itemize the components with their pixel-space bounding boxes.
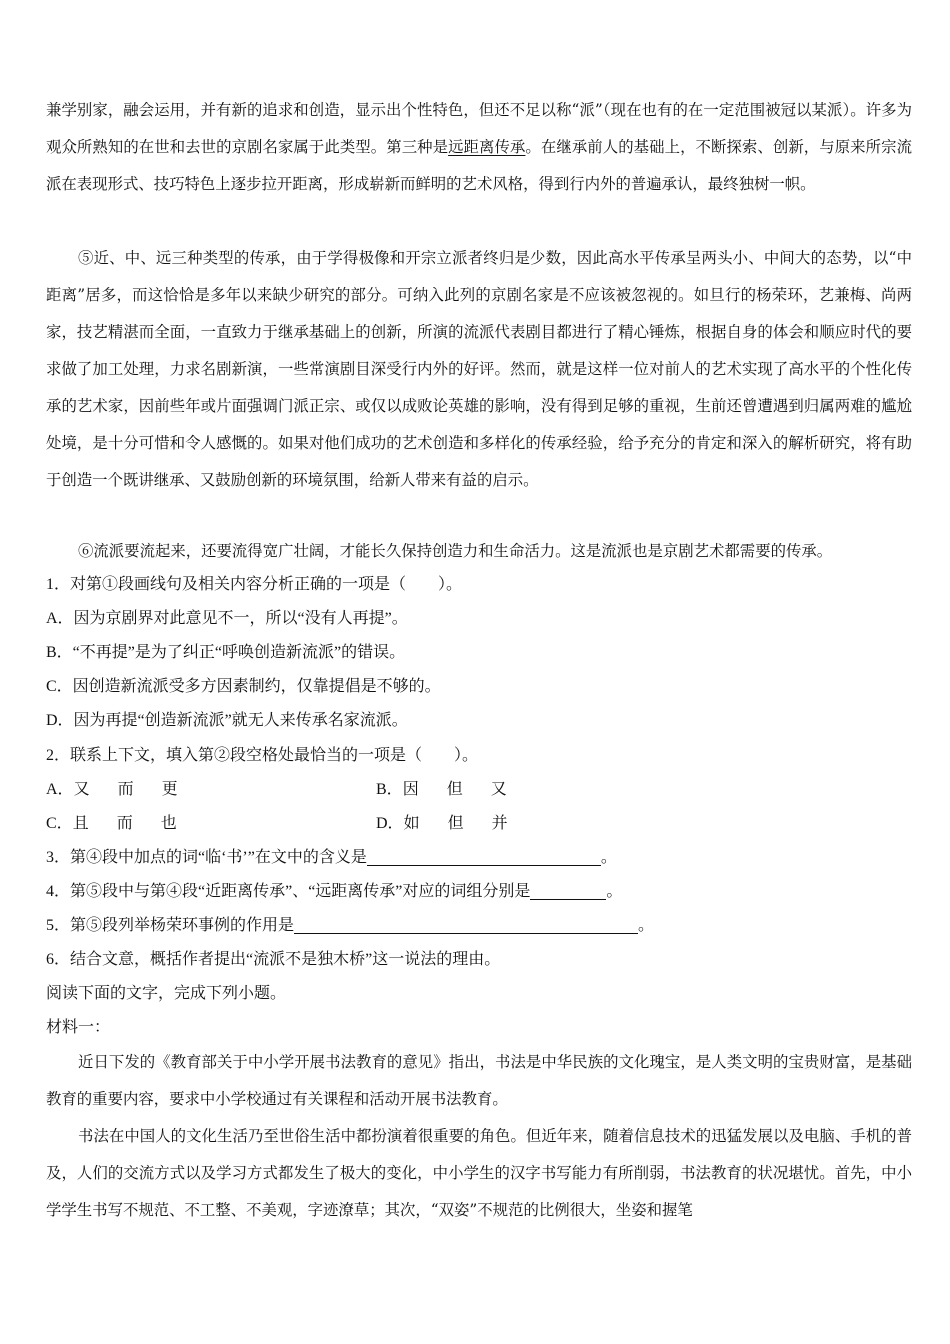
question-2-option-a: A．又 而 更 <box>46 781 178 798</box>
question-1-option-a: A．因为京剧界对此意见不一，所以“没有人再提”。 <box>46 610 408 627</box>
material-one-paragraph-1-text: 近日下发的《教育部关于中小学开展书法教育的意见》指出，书法是中华民族的文化瑰宝，是人类文明的宝贵财富，是基础教育的重要内容，要求中小学校通过有关课程和活动开展书法教育。 <box>46 1053 912 1108</box>
reading-instruction: 阅读下面的文字，完成下列小题。 <box>46 985 287 1002</box>
answer-blank[interactable] <box>294 913 638 934</box>
question-1: 1．对第①段画线句及相关内容分析正确的一项是（ ）。 <box>46 576 463 593</box>
answer-blank[interactable] <box>367 845 601 866</box>
material-one-paragraph-1 <box>46 1044 912 1118</box>
question-2-options-row-1 <box>46 773 906 807</box>
question-1-option-b: B．“不再提”是为了纠正“呼唤创造新流派”的错误。 <box>46 644 406 661</box>
question-2-option-d: D．如 但 并 <box>376 815 508 832</box>
question-2-option-c: C．且 而 也 <box>46 815 177 832</box>
passage-paragraph-4-continued <box>46 92 912 203</box>
material-one-paragraph-2 <box>46 1118 912 1229</box>
passage-text: 兼学别家，融会运用，并有新的追求和创造，显示出个性特色，但还不足以称“派”（现在也有的在一定范围被冠以某派）。许多为观众所熟知的在世和去世的京剧名家属于此类型。第三种是 <box>46 101 912 156</box>
question-4: 4．第⑤段中与第④段“近距离传承”、“远距离传承”对应的词组分别是 。 <box>46 875 622 909</box>
question-2: 2．联系上下文，填入第②段空格处最恰当的一项是（ ）。 <box>46 747 479 764</box>
question-1-option-c: C．因创造新流派受多方因素制约，仅靠提倡是不够的。 <box>46 678 441 695</box>
passage-paragraph-5 <box>46 240 912 499</box>
passage-paragraph-6 <box>46 533 912 570</box>
material-one-paragraph-2-text: 书法在中国人的文化生活乃至世俗生活中都扮演着很重要的角色。但近年来，随着信息技术的迅猛发展以及电脑、手机的普及，人们的交流方式以及学习方式都发生了极大的变化，中小学生的汉字书写能力有所削弱，书法教育的状况堪忧。首先，中小学学生书写不规范、不工整、不美观，字迹潦草；其次，“双姿”不规范的比例很大，坐姿和握笔 <box>46 1127 912 1219</box>
answer-blank[interactable] <box>530 879 606 900</box>
question-5: 5．第⑤段列举杨荣环事例的作用是 。 <box>46 909 654 943</box>
question-2-option-b: B．因 但 又 <box>376 781 507 798</box>
paragraph-5-text: ⑤近、中、远三种类型的传承，由于学得极像和开宗立派者终归是少数，因此高水平传承呈两头小、中间大的态势，以“中距离”居多，而这恰恰是多年以来缺少研究的部分。可纳入此列的京剧名家是不应该被忽视的。如旦行的杨荣环，艺兼梅、尚两家，技艺精湛而全面，一直致力于继承基础上的创新，所演的流派代表剧目都进行了精心锤炼，根据自身的体会和顺应时代的要求做了加工处理，力求名剧新演，一些常演剧目深受行内外的好评。然而，就是这样一位对前人的艺术实现了高水平的个性化传承的艺术家，因前些年或片面强调门派正宗、或仅以成败论英雄的影响，没有得到足够的重视，生前还曾遭遇到归属两难的尴尬处境，是十分可惜和令人感慨的。如果对他们成功的艺术创造和多样化的传承经验，给予充分的肯定和深入的解析研究，将有助于创造一个既讲继承、又鼓励创新的环境氛围，给新人带来有益的启示。 <box>46 249 912 489</box>
passage-text: 。在继承前人的基础上，不断探索、创新，与原来所宗流派在表现形式、技巧特色上逐步拉开距离，形成崭新而鲜明的艺术风格，得到行内外的普遍承认，最终独树一帜。 <box>46 138 912 193</box>
material-one-label: 材料一： <box>46 1019 111 1036</box>
question-3: 3．第④段中加点的词“临‘书’”在文中的含义是 。 <box>46 841 617 875</box>
question-1-option-d: D．因为再提“创造新流派”就无人来传承名家流派。 <box>46 712 408 729</box>
question-2-options-row-2 <box>46 807 906 841</box>
underlined-term-far-inheritance: 远距离传承 <box>448 138 526 156</box>
question-6: 6．结合文意，概括作者提出“流派不是独木桥”这一说法的理由。 <box>46 951 501 968</box>
paragraph-6-text: ⑥流派要流起来，还要流得宽广壮阔，才能长久保持创造力和生命活力。这是流派也是京剧艺术都需要的传承。 <box>78 542 833 560</box>
